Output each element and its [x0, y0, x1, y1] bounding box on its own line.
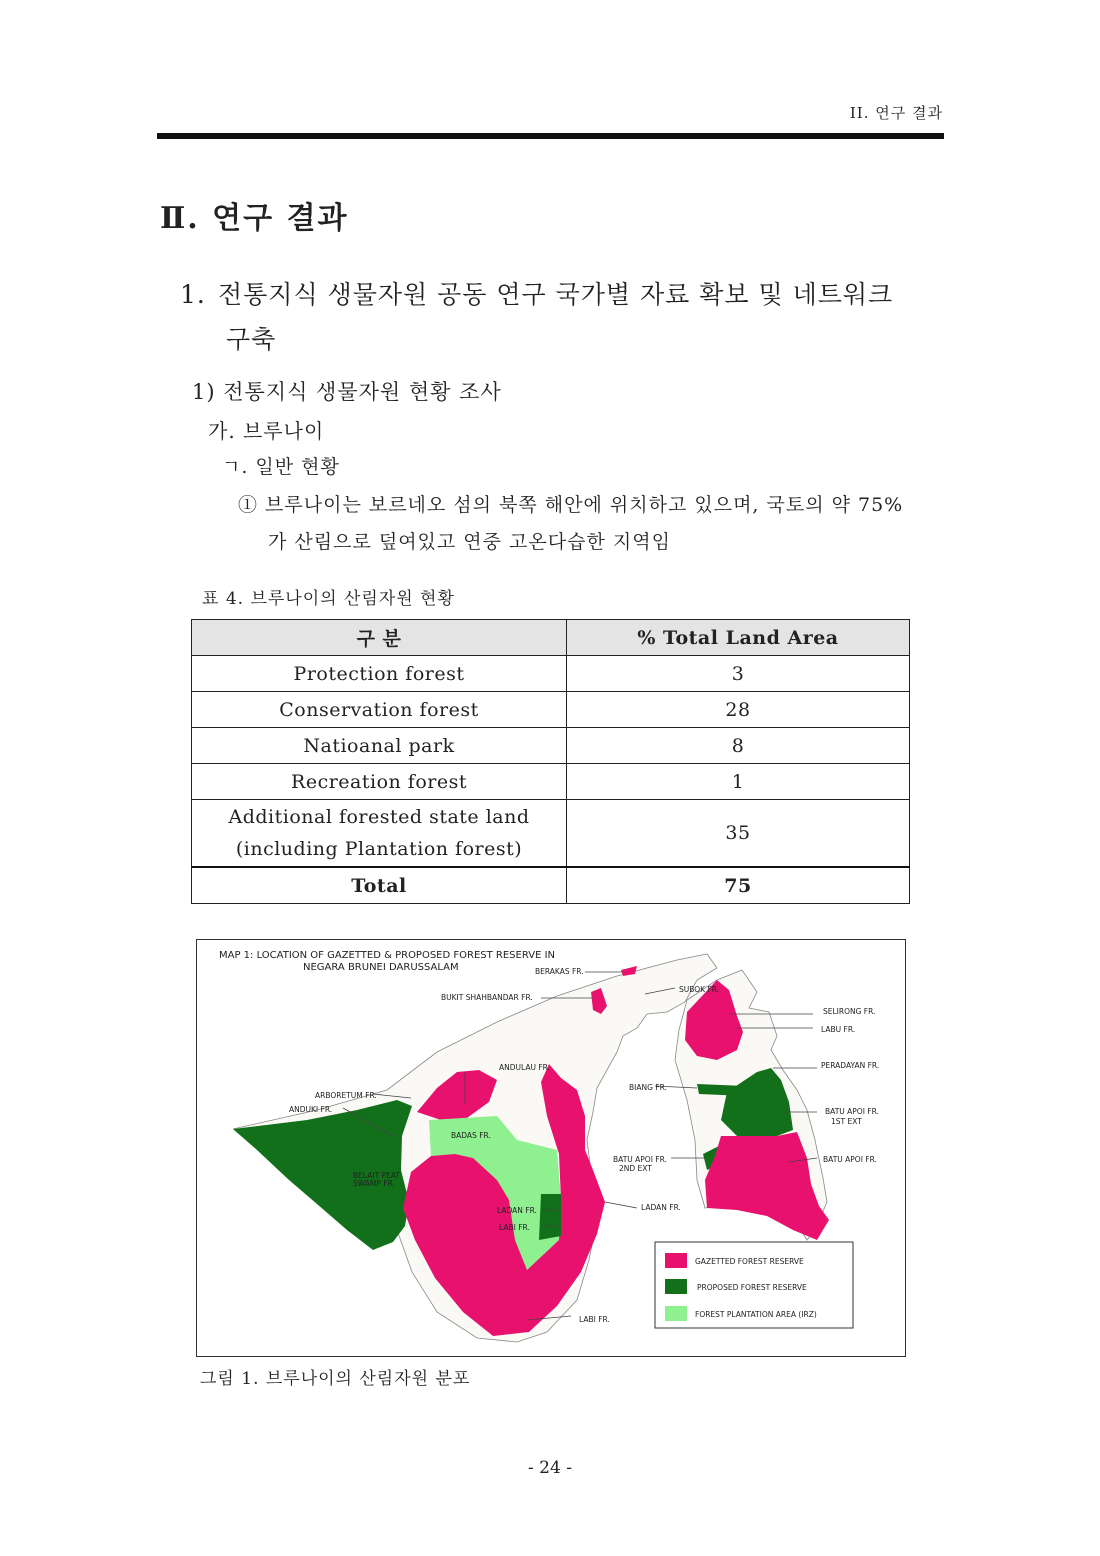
- subsection-number: 1.: [180, 280, 206, 309]
- running-header: II. 연구 결과: [849, 104, 943, 122]
- page-number: - 24 -: [528, 1458, 572, 1478]
- heading-level-1: 1) 전통지식 생물자원 현황 조사: [192, 380, 502, 404]
- table-cell-value: 1: [567, 764, 910, 800]
- subsection-title-line1: 전통지식 생물자원 공동 연구 국가별 자료 확보 및 네트워크: [218, 280, 894, 309]
- table-cell-value: 28: [567, 692, 910, 728]
- heading-level-2: 가. 브루나이: [208, 419, 325, 443]
- label-peradayan: PERADAYAN FR.: [821, 1061, 880, 1070]
- legend-label-gazetted: GAZETTED FOREST RESERVE: [695, 1257, 804, 1266]
- table-row: [192, 692, 910, 728]
- label-batu-apoi-2nd-a: BATU APOI FR.: [613, 1155, 667, 1164]
- table-cell-label-line2: (including Plantation forest): [235, 838, 523, 860]
- legend-swatch-gazetted: [665, 1253, 687, 1268]
- label-labu: LABU FR.: [821, 1025, 856, 1034]
- label-berakas: BERAKAS FR.: [535, 967, 584, 976]
- table-cell-value: 35: [567, 800, 910, 868]
- table-caption: 표 4. 브루나이의 산림자원 현황: [202, 589, 455, 609]
- map-title-line2: NEGARA BRUNEI DARUSSALAM: [303, 962, 459, 973]
- bullet-line1: ① 브루나이는 보르네오 섬의 북쪽 해안에 위치하고 있으며, 국토의 약 75%: [238, 494, 904, 516]
- label-belait-a: BELAIT PEAT: [353, 1171, 400, 1180]
- map-title-line1: MAP 1: LOCATION OF GAZETTED & PROPOSED FOREST RESERVE IN: [219, 950, 556, 961]
- map-svg: [197, 940, 905, 1356]
- bullet-paragraph: [238, 487, 948, 561]
- legend-swatch-plantation: [665, 1306, 687, 1321]
- table-header-area: % Total Land Area: [567, 620, 910, 656]
- table-row: [192, 764, 910, 800]
- table-cell-value: 8: [567, 728, 910, 764]
- table-cell-label: Protection forest: [192, 656, 567, 692]
- label-andulau: ANDULAU FR.: [499, 1063, 551, 1072]
- table-row: [192, 800, 910, 868]
- bullet-line2: 가 산림으로 덮여있고 연중 고온다습한 지역임: [268, 531, 671, 553]
- table-header-row: [192, 620, 910, 656]
- subsection-title-line2: 구축: [226, 325, 277, 354]
- label-anduki: ANDUKI FR.: [289, 1105, 333, 1114]
- legend-swatch-proposed: [665, 1279, 687, 1294]
- legend-label-proposed: PROPOSED FOREST RESERVE: [697, 1283, 807, 1292]
- label-selirong: SELIRONG FR.: [823, 1007, 876, 1016]
- label-batu-apoi-1st-a: BATU APOI FR.: [825, 1107, 879, 1116]
- label-biang: BIANG FR.: [629, 1083, 667, 1092]
- label-batu-apoi-1st-b: 1ST EXT: [831, 1117, 862, 1126]
- subsection-title: [180, 272, 950, 362]
- table-total-row: [192, 867, 910, 904]
- label-belait-b: SWAMP FR.: [353, 1179, 395, 1188]
- table-cell-label: Natioanal park: [192, 728, 567, 764]
- forest-resource-table: [191, 619, 910, 904]
- section-title: Ⅱ. 연구 결과: [160, 201, 349, 236]
- label-bukit-shahbandar: BUKIT SHAHBANDAR FR.: [441, 993, 533, 1002]
- label-arboretum: ARBORETUM FR.: [315, 1091, 377, 1100]
- figure-caption: 그림 1. 브루나이의 산림자원 분포: [200, 1369, 471, 1389]
- label-ladan-inner: LADAN FR.: [497, 1206, 537, 1215]
- forest-reserve-map: [196, 939, 906, 1357]
- table-cell-value: 3: [567, 656, 910, 692]
- table-cell-label: Conservation forest: [192, 692, 567, 728]
- table-cell-label: Recreation forest: [192, 764, 567, 800]
- table-row: [192, 656, 910, 692]
- map-legend: [655, 1242, 853, 1328]
- label-labi: LABI FR.: [579, 1315, 610, 1324]
- label-batu-apoi: BATU APOI FR.: [823, 1155, 877, 1164]
- ladan-proposed-reserve: [539, 1194, 561, 1240]
- table-total-value: 75: [567, 867, 910, 904]
- table-cell-label-line1: Additional forested state land: [228, 806, 530, 828]
- heading-level-3: ㄱ. 일반 현황: [222, 456, 340, 478]
- table-row: [192, 728, 910, 764]
- label-subok: SUBOK FR.: [679, 985, 720, 994]
- table-header-category: 구 분: [192, 620, 567, 656]
- table-total-label: Total: [192, 867, 567, 904]
- label-ladan: LADAN FR.: [641, 1203, 681, 1212]
- table-cell-label: [192, 800, 567, 868]
- label-batu-apoi-2nd-b: 2ND EXT: [619, 1164, 652, 1173]
- label-labi-inner: LABI FR.: [499, 1223, 530, 1232]
- legend-label-plantation: FOREST PLANTATION AREA (IRZ): [695, 1310, 817, 1319]
- header-rule: [157, 133, 944, 139]
- label-badas: BADAS FR.: [451, 1131, 491, 1140]
